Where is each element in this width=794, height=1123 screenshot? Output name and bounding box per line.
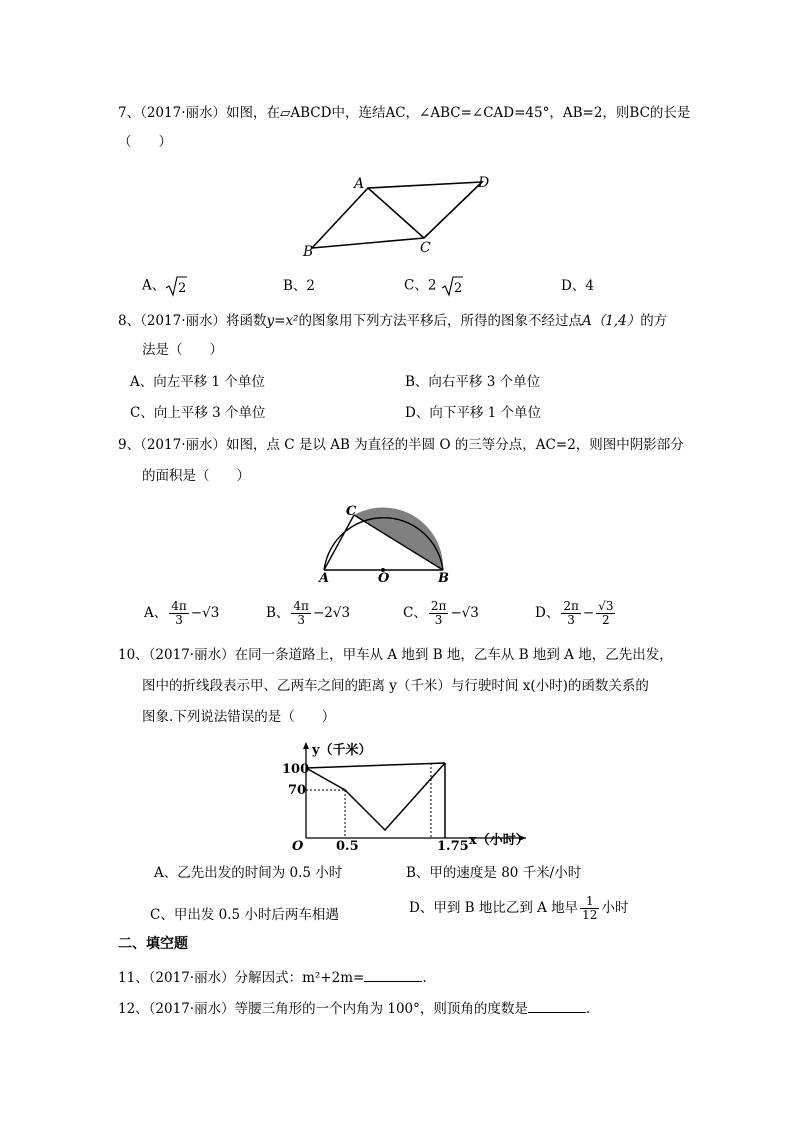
top-line (306, 763, 445, 768)
q8-stem-part-a: 8、（2017·丽水）将函数 (118, 313, 267, 329)
q9-semicircle-figure (312, 500, 462, 585)
q10-stem-line1: 10、（2017·丽水）在同一条道路上，甲车从 A 地到 B 地，乙车从 B 地到 A 地，乙先出发， (118, 647, 673, 663)
fraction: $\frac{4\pi}{3}$ (293, 599, 309, 627)
q8-stem-part-b: 的图象用下列方法平移后，所得的图象不经过点 (298, 313, 582, 329)
distance-polyline (306, 763, 445, 830)
q9-option-b-prefix: B、 (266, 605, 290, 621)
y-axis-label: y（千米） (312, 743, 372, 758)
q10-stem-line3: 图象.下列说法错误的是（ ） (142, 709, 336, 725)
q9-stem-line2: 的面积是（ ） (142, 468, 250, 484)
sqrt-symbol (165, 275, 187, 297)
q10-stem-line2: 图中的折线段表示甲、乙两车之间的距离 y（千米）与行驶时间 x(小时)的函数关系的 (142, 678, 649, 694)
q9-option-c-prefix: C、 (403, 605, 427, 621)
q8-option-c[interactable]: C、向上平移 3 个单位 (130, 405, 266, 421)
tick-0-5: 0.5 (336, 839, 359, 852)
q9-option-a-prefix: A、 (144, 605, 168, 621)
svg-text:2: 2 (178, 281, 187, 296)
fraction: $\frac{1}{12}$ (582, 894, 598, 922)
label-d: D (478, 175, 490, 191)
q10-option-d-prefix: D、甲到 B 地比乙到 A 地早 (409, 900, 579, 916)
q7-option-a-label: A、 (142, 277, 166, 294)
label-a: A (319, 571, 330, 585)
q12-end: . (585, 1001, 591, 1017)
q9-option-b-tail: −2√3 (312, 605, 351, 621)
q9-option-a-tail: −√3 (190, 605, 220, 621)
q8-option-a[interactable]: A、向左平移 1 个单位 (130, 374, 265, 390)
fraction: $\frac{2\pi}{3}$ (430, 599, 447, 627)
label-b: B (303, 244, 314, 260)
q9-option-d[interactable]: D、 $\frac{2\pi}{3}$ − $\frac{√3}{2}$ (535, 599, 614, 627)
q11-end: . (422, 970, 427, 986)
q9-option-d-prefix: D、 (535, 605, 560, 621)
q12-text: 12、（2017·丽水）等腰三角形的一个内角为 100°，则顶角的度数是 (118, 1001, 528, 1017)
q7-option-d[interactable]: D、4 (561, 278, 594, 294)
chord-ac (324, 515, 354, 570)
sqrt-symbol (441, 275, 463, 297)
q10-option-d-suffix: 小时 (601, 900, 629, 916)
y-axis-arrow (303, 742, 309, 749)
q10-option-c[interactable]: C、甲出发 0.5 小时后两车相遇 (150, 907, 339, 923)
q7-option-b[interactable]: B、2 (283, 278, 316, 294)
label-c: C (346, 504, 357, 519)
parallelogram-outline (312, 182, 482, 248)
q7-option-c-label: C、2 (404, 277, 437, 294)
q12-answer-blank[interactable] (528, 998, 586, 1013)
diagonal-ac (368, 188, 424, 238)
label-b: B (438, 571, 449, 585)
q8-option-b[interactable]: B、向右平移 3 个单位 (405, 374, 541, 390)
q10-option-a[interactable]: A、乙先出发的时间为 0.5 小时 (154, 865, 343, 881)
fraction: $\frac{2\pi}{3}$ (563, 599, 579, 627)
q8-stem-line2: 法是（ ） (142, 342, 223, 358)
q8-stem-line1 (118, 312, 667, 330)
x-axis-label: x（小时） (469, 833, 529, 848)
q11-text: 11、（2017·丽水）分解因式：m²+2m= (118, 970, 365, 986)
q10-option-b[interactable]: B、甲的速度是 80 千米/小时 (406, 865, 582, 881)
q7-option-a[interactable] (142, 275, 187, 297)
q9-option-c[interactable] (403, 600, 479, 627)
q10-option-d[interactable] (409, 893, 628, 923)
label-a: A (354, 176, 365, 192)
q7-stem-line2: （ ） (118, 134, 172, 150)
q9-stem-line1: 9、（2017·丽水）如图，点 C 是以 AB 为直径的半圆 O 的三等分点，AC=2，则图中阴影部分 (118, 437, 684, 453)
q8-point: A（1,4） (581, 313, 641, 329)
fraction: $\frac{√3}{2}$ (598, 599, 614, 627)
q8-function: y=x² (266, 313, 299, 329)
q8-stem-part-c: 的方 (640, 313, 668, 329)
tick-100: 100 (282, 762, 310, 777)
label-o: O (378, 571, 390, 585)
q9-option-a[interactable] (144, 600, 219, 627)
q10-distance-time-graph (276, 738, 536, 852)
q8-option-d[interactable]: D、向下平移 1 个单位 (405, 405, 541, 421)
q7-parallelogram-figure (300, 170, 500, 260)
fraction: $\frac{4\pi}{3}$ (171, 599, 187, 627)
q9-option-b[interactable] (266, 600, 350, 627)
tick-1-75: 1.75 (437, 839, 469, 852)
origin-label: O (292, 839, 304, 852)
label-c: C (420, 240, 431, 256)
q12-stem (118, 998, 590, 1018)
section-heading: 二、填空题 (118, 936, 188, 952)
tick-70: 70 (288, 783, 307, 798)
q7-stem-line1: 7、（2017·丽水）如图，在▱ABCD中，连结AC，∠ABC=∠CAD=45°，AB=2，则BC的长是 (118, 105, 691, 121)
svg-text:2: 2 (453, 281, 462, 296)
q9-option-c-tail: −√3 (450, 605, 479, 621)
q7-option-c[interactable] (404, 275, 463, 297)
q11-answer-blank[interactable] (364, 967, 422, 982)
q11-stem (118, 967, 427, 987)
